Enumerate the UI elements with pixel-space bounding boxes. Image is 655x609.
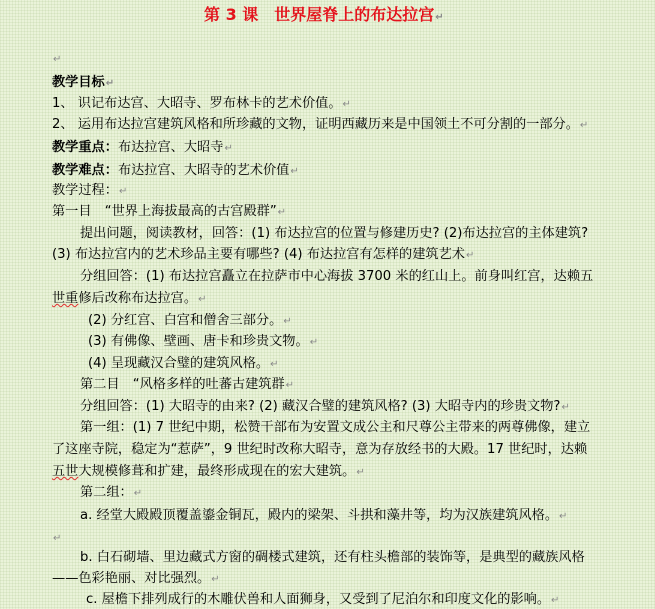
lesson-title: 第 3 课 世界屋脊上的布达拉宫↵ bbox=[204, 5, 444, 24]
item-c: c. 屋檐下排列成行的木雕伏兽和人面狮身，又受到了尼泊尔和印度文化的影响。↵ bbox=[86, 592, 560, 607]
answer-item-2: (2) 分红宫、白宫和僧舍三部分。↵ bbox=[88, 313, 292, 328]
difficulty: 教学难点：布达拉宫、大昭寺的艺术价值↵ bbox=[52, 163, 299, 178]
goal-1: 1、 识记布达宫、大昭寺、罗布林卡的艺术价值。↵ bbox=[52, 96, 351, 111]
paragraph-questions-2: 分组回答：(1) 大昭寺的由来? (2) 藏汉合璧的建筑风格? (3) 大昭寺内的珍贵文物?↵ bbox=[80, 399, 570, 414]
group-1-answer-cont: 了这座寺院，稳定为“惹萨”，9 世纪时改称大昭寺，意为存放经书的大殿。17 世纪时，达赖 bbox=[52, 442, 588, 457]
process-label: 教学过程：↵ bbox=[52, 183, 128, 198]
empty-paragraph-2: ↵ bbox=[53, 533, 62, 544]
goal-2: 2、 运用布达拉宫建筑风格和所珍藏的文物，证明西藏历来是中国领土不可分割的一部分。↵ bbox=[52, 117, 589, 132]
section-2-heading: 第二目 “风格多样的吐蕃古建筑群↵ bbox=[80, 377, 295, 392]
answer-item-4: (4) 呈现藏汉合璧的建筑风格。↵ bbox=[88, 356, 279, 371]
paragraph-questions-1-cont: (3) 布达拉宫内的艺术珍品主要有哪些? (4) 布达拉宫有怎样的建筑艺术↵ bbox=[52, 247, 475, 262]
goals-heading: 教学目标↵ bbox=[52, 75, 115, 90]
group-1-answer-cont-2: 五世大规模修葺和扩建，最终形成现在的宏大建筑。↵ bbox=[52, 464, 365, 479]
paragraph-answers-1: 分组回答：(1) 布达拉宫矗立在拉萨市中心海拔 3700 米的红山上。前身叫红宫，达赖五 bbox=[80, 269, 594, 284]
section-1-heading: 第一目 “世界上海拔最高的古宫殿群”↵ bbox=[52, 204, 287, 219]
paragraph-questions-1: 提出问题，阅读教材，回答：(1) 布达拉宫的位置与修建历史? (2)布达拉宫的主体建筑? bbox=[80, 226, 589, 241]
item-b-cont: ——色彩艳丽、对比强烈。↵ bbox=[52, 571, 220, 586]
answer-item-3: (3) 有佛像、壁画、唐卡和珍贵文物。↵ bbox=[88, 334, 319, 349]
item-b: b. 白石砌墙、里边藏式方窗的碉楼式建筑，还有柱头檐部的装饰等，是典型的藏族风格 bbox=[80, 550, 585, 565]
group-2-label: 第二组：↵ bbox=[80, 485, 143, 500]
empty-paragraph: ↵ bbox=[53, 54, 62, 65]
key-points: 教学重点：布达拉宫、大昭寺↵ bbox=[52, 140, 233, 155]
paragraph-answers-1-cont: 世重修后改称布达拉宫。↵ bbox=[52, 291, 207, 306]
item-a: a. 经堂大殿殿顶覆盖鎏金铜瓦，殿内的梁架、斗拱和藻井等，均为汉族建筑风格。↵ bbox=[80, 508, 568, 523]
group-1-answer: 第一组：(1) 7 世纪中期，松赞干部布为安置文成公主和尺尊公主带来的两尊佛像，建立 bbox=[80, 420, 591, 435]
